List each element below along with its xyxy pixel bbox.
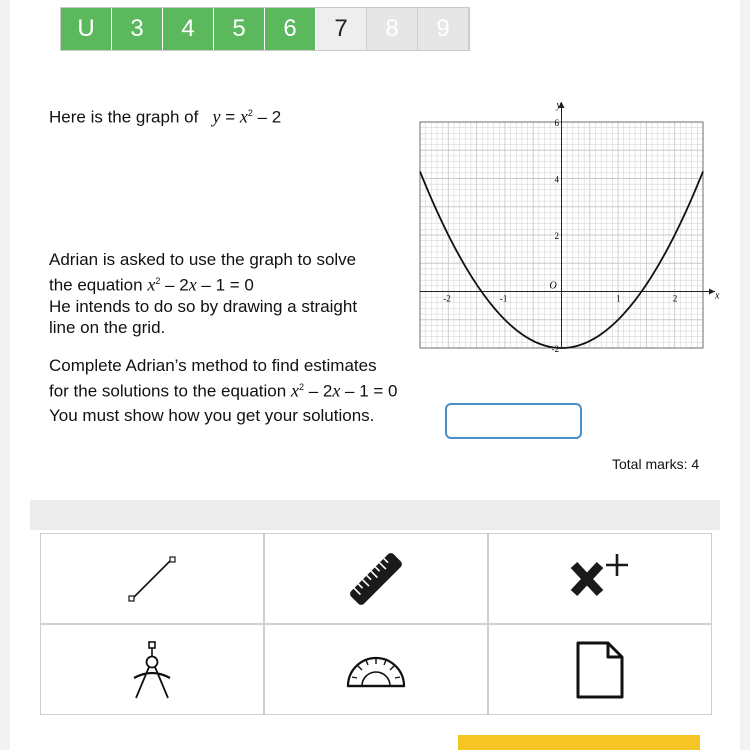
x-tick-label: -1 [499, 293, 508, 304]
x-tick-label: 2 [672, 293, 678, 304]
compass-tool[interactable] [41, 625, 263, 714]
toolbar-divider [30, 500, 720, 530]
parabola-graph[interactable] [405, 95, 725, 360]
progress-step-9[interactable]: 9 [418, 8, 469, 50]
protractor-icon [344, 648, 408, 692]
ruler-icon [344, 547, 408, 611]
progress-step-6[interactable]: 6 [265, 8, 316, 50]
blank-page-icon [574, 640, 626, 700]
notes-tool[interactable] [489, 625, 711, 714]
y-axis-label: y [556, 100, 561, 111]
submit-button[interactable] [458, 735, 700, 750]
progress-step-5[interactable]: 5 [214, 8, 265, 50]
line-tool[interactable] [41, 534, 263, 623]
progress-step-4[interactable]: 4 [163, 8, 214, 50]
x-tick-label: 1 [616, 293, 621, 304]
line-segment-icon [122, 549, 182, 609]
ruler-tool[interactable] [265, 534, 487, 623]
protractor-tool[interactable] [265, 625, 487, 714]
progress-step-3[interactable]: 3 [112, 8, 163, 50]
question-progress-bar [60, 7, 470, 51]
cross-marker-tool[interactable] [489, 534, 711, 623]
question-paragraph-task: Complete Adrian’s method to find estimates for the solutions to the equation $x^2 - 2x - 1 = 0$ You must show how you get your solutions. [49, 356, 398, 425]
answer-input[interactable] [445, 403, 582, 439]
total-marks: Total marks: 4 [612, 456, 700, 472]
progress-step-7[interactable]: 7 [316, 8, 367, 50]
y-tick-label: -2 [551, 344, 559, 354]
progress-step-U[interactable]: U [61, 8, 112, 50]
y-tick-label: 2 [554, 231, 559, 241]
y-tick-label: 4 [554, 174, 559, 185]
x-tick-label: -2 [443, 293, 451, 304]
progress-step-8[interactable]: 8 [367, 8, 418, 50]
origin-label: O [549, 280, 557, 292]
x-axis-label: x [715, 290, 720, 302]
y-tick-label: 6 [554, 118, 559, 128]
compass-icon [122, 638, 182, 702]
question-intro: Here is the graph of $y = x^2 - 2$ [49, 106, 282, 127]
question-paragraph-method: Adrian is asked to use the graph to solve the equation $x^2 - 2x - 1 = 0$ He intends to do so by drawing a straight line on the grid. [49, 250, 358, 338]
add-cross-icon [564, 551, 636, 607]
drawing-tools-grid [40, 533, 712, 715]
